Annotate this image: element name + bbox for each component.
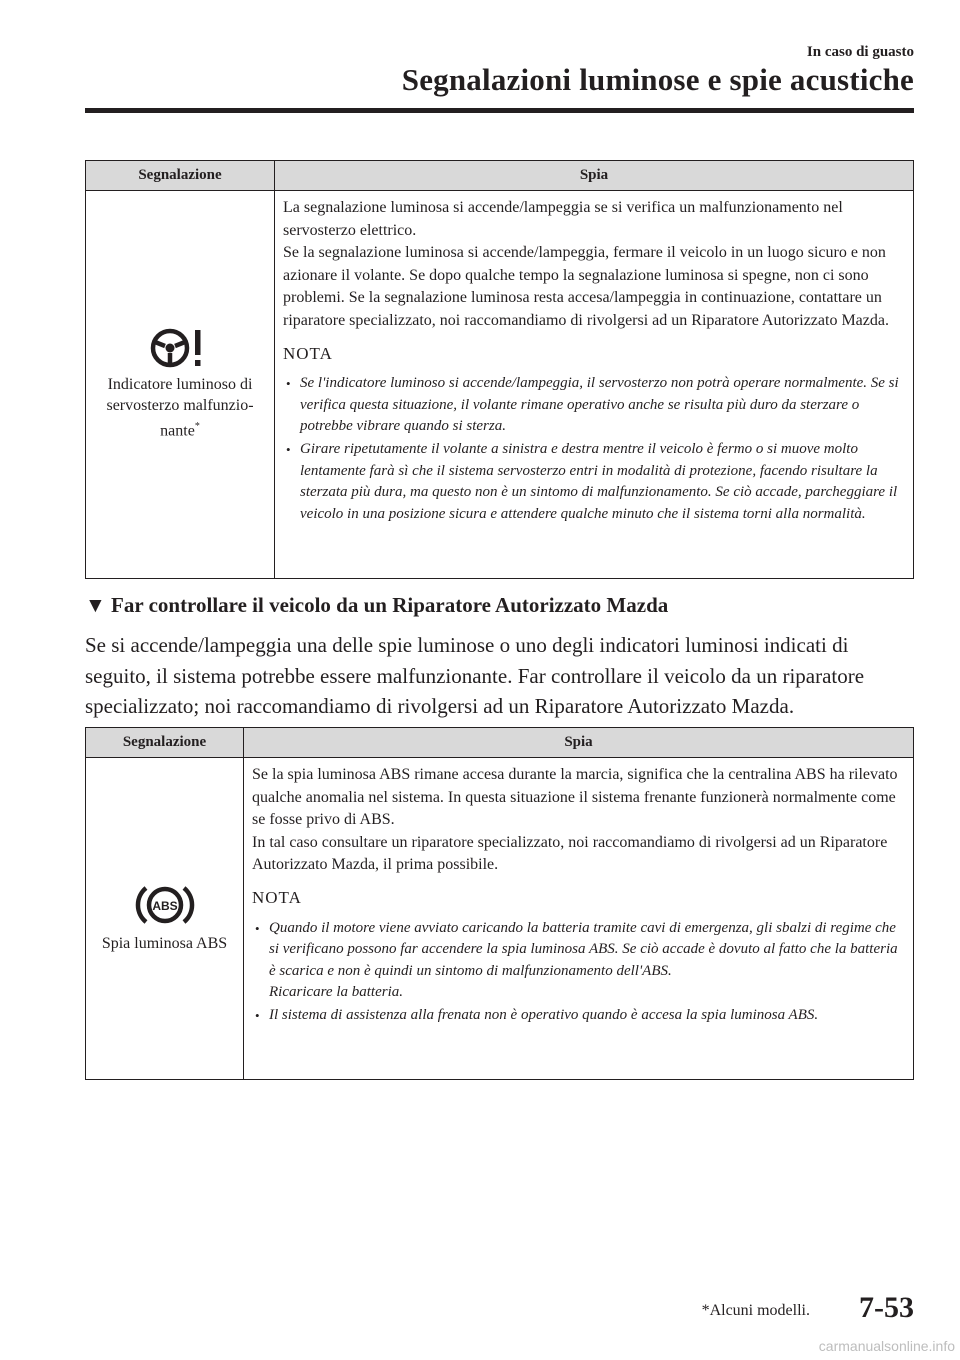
section-heading: ▼ Far controllare il veicolo da un Riparatore Autorizzato Mazda	[85, 593, 669, 617]
note-item: • Girare ripetutamente il volante a sinistra e destra mentre il veicolo è fermo o si muove molto lentamente farà sì che il sistema servosterzo entri in modalità di protezione, facendo risultare la sterzata più dura, ma questo non è un sintomo di malfunzionamento. Se ciò accade, parcheggiare il veicolo in una posizione sicura e attendere qualche minuto che il sistema torni alla normalità.	[286, 440, 898, 522]
column-header-light: Spia	[244, 728, 914, 758]
description-cell	[244, 758, 914, 1080]
page-title: Segnalazioni luminose e spie acustiche	[401, 62, 914, 97]
chapter-label: In caso di guasto	[806, 44, 914, 60]
description-paragraph: In tal caso consultare un riparatore specializzato, noi raccomandiamo di rivolgersi ad un Riparatore Autorizzato Mazda, il prima possibile.	[252, 833, 888, 874]
description-paragraph: Se la segnalazione luminosa si accende/lampeggia, fermare il veicolo in un luogo sicuro e non azionare il volante. Se dopo qualche tempo la segnalazione luminosa si spegne, non ci sono problemi. Se la segnalazione luminosa resta accesa/lampeggia in continuazione, contattare un riparatore specializzato, noi raccomandiamo di rivolgersi ad un Riparatore Autorizzato Mazda.	[283, 244, 889, 329]
header-rule	[85, 108, 914, 113]
note-item: • Quando il motore viene avviato caricando la batteria tramite cavi di emergenza, gli sbalzi di regime che si verificano possono far accendere la spia luminosa ABS. Se ciò accade è dovuto al fatto che la batteria è scarica e non è quindi un sintomo di malfunzionamento dell'ABS. Ricaricare la batteria.	[255, 919, 898, 1001]
section-body: Se si accende/lampeggia una delle spie luminose o uno degli indicatori luminosi indicati di seguito, il sistema potrebbe essere malfunzionante. Far controllare il veicolo da un riparatore specializzato; noi raccomandiamo di rivolgersi ad un Riparatore Autorizzato Mazda.	[85, 633, 865, 718]
steering-warning-icon	[150, 328, 210, 368]
warning-table-steering	[85, 160, 914, 579]
note-title: NOTA	[252, 887, 302, 907]
description-paragraph: Se la spia luminosa ABS rimane accesa durante la marcia, significa che la centralina ABS ha rilevato qualche anomalia nel sistema. In questa situazione il sistema frenante funzionerà normalmente come se fosse privo di ABS.	[252, 766, 898, 829]
triangle-marker-icon: ▼	[85, 593, 106, 617]
column-header-signal: Segnalazione	[86, 728, 244, 758]
signal-label: Spia luminosa ABS	[101, 935, 228, 952]
description-cell	[275, 191, 914, 579]
description-paragraph: La segnalazione luminosa si accende/lampeggia se si verifica un malfunzionamento nel servosterzo elettrico.	[283, 199, 843, 239]
warning-table-abs	[85, 727, 914, 1080]
abs-warning-icon	[133, 883, 197, 927]
column-header-signal: Segnalazione	[86, 161, 275, 191]
note-item: • Il sistema di assistenza alla frenata non è operativo quando è accesa la spia luminosa ABS.	[255, 1006, 819, 1023]
note-item: • Se l'indicatore luminoso si accende/lampeggia, il servosterzo non potrà operare normalmente. Se si verifica questa situazione, il volante rimane operativo anche se risulta più duro da sterzare o potrebbe vibrare quando si sterza.	[286, 375, 899, 435]
watermark: carmanualsonline.info	[818, 1338, 955, 1354]
note-list	[252, 918, 905, 1027]
footnote: *Alcuni modelli.	[701, 1302, 810, 1319]
footnote-mark: *	[194, 420, 200, 432]
page-number: 7-53	[859, 1291, 914, 1324]
note-list	[283, 373, 905, 525]
signal-cell	[86, 758, 244, 1080]
note-title: NOTA	[283, 343, 333, 363]
abs-icon-text: ABS	[151, 899, 178, 913]
signal-cell	[86, 191, 275, 579]
column-header-light: Spia	[275, 161, 914, 191]
signal-label: Indicatore luminoso di servosterzo malfunzio-nante*	[106, 375, 254, 440]
